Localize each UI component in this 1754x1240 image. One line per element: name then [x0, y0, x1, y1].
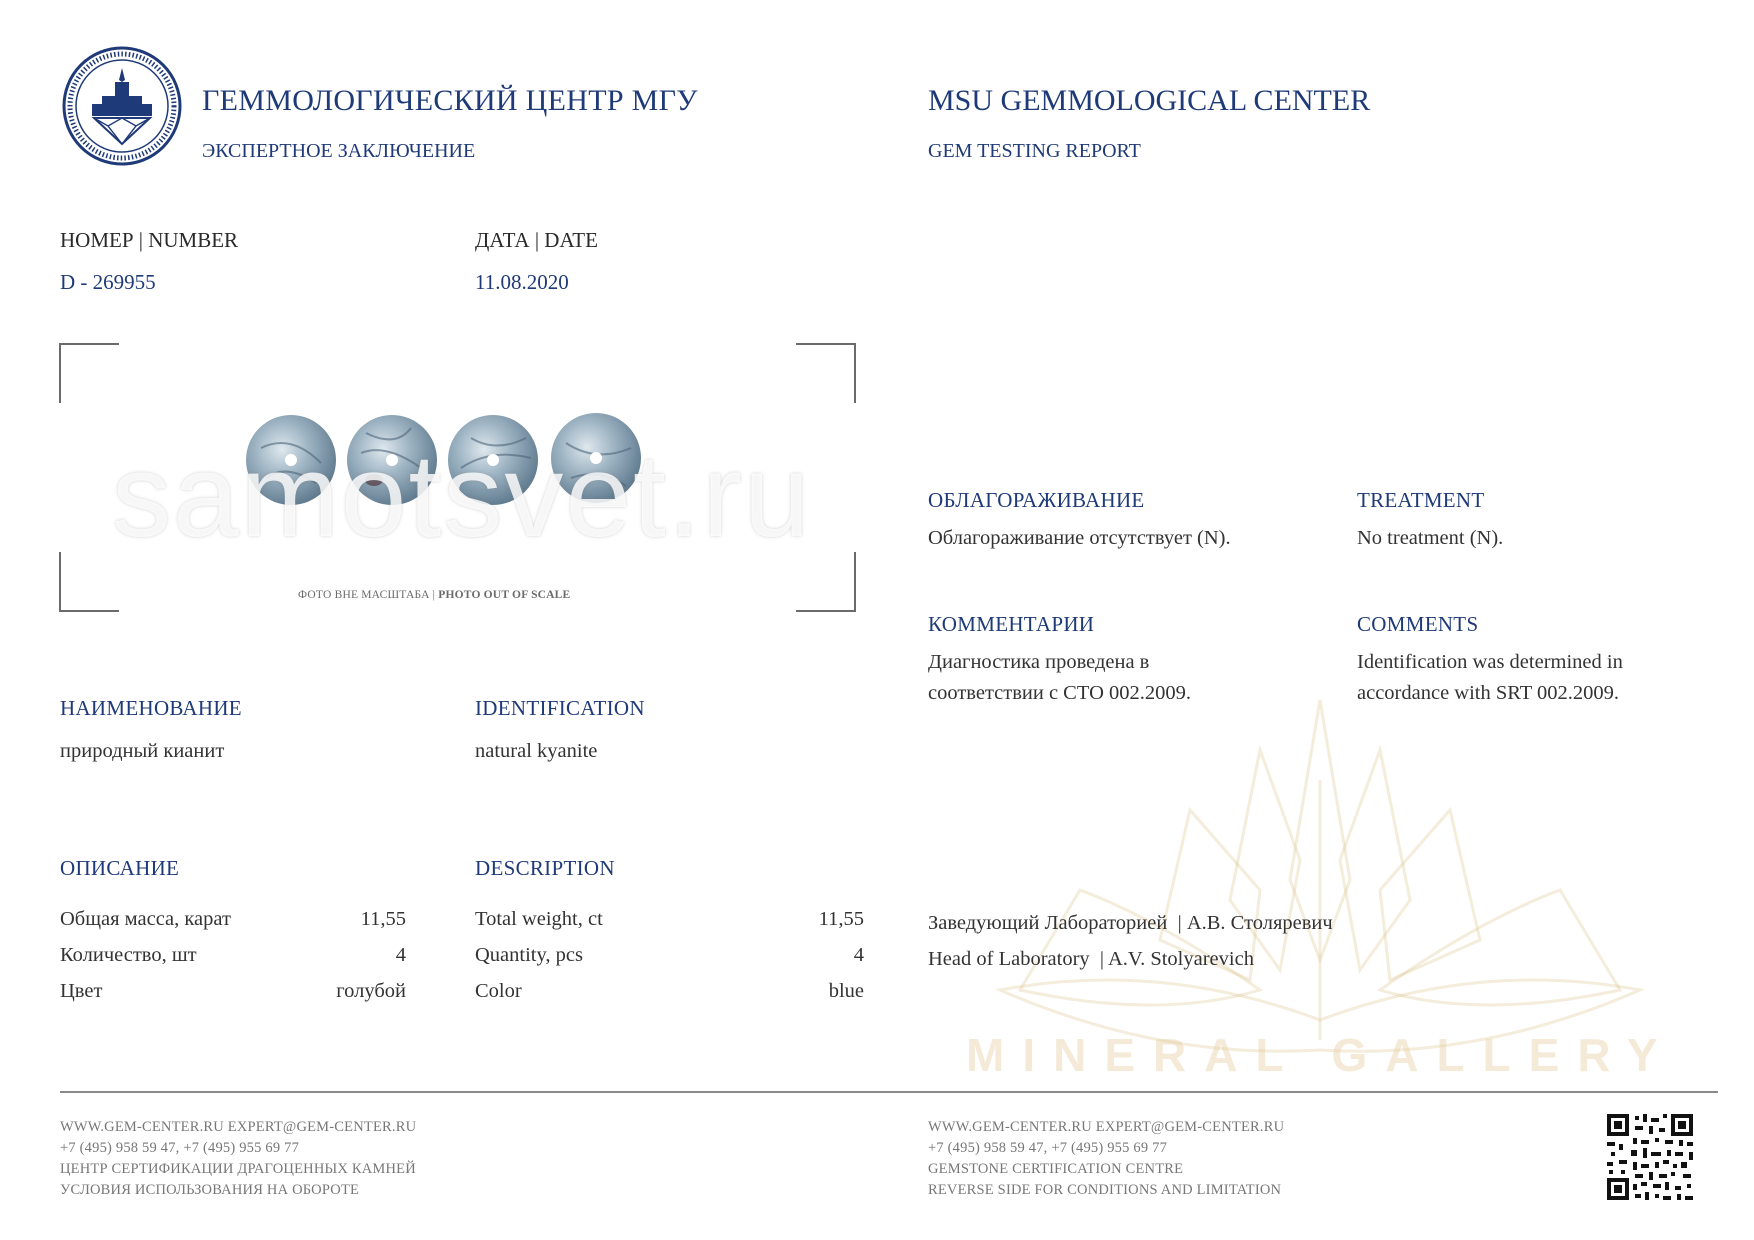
treatment-ru-label: ОБЛАГОРАЖИВАНИЕ: [928, 488, 1145, 512]
treatment-en-text: No treatment (N).: [1357, 527, 1504, 549]
footer-right-phones: +7 (495) 958 59 47, +7 (495) 955 69 77: [928, 1140, 1168, 1156]
number-label: НОМЕР | NUMBER: [60, 228, 239, 252]
identification-ru-value: природный кианит: [60, 740, 225, 762]
ru-weight-label: Общая масса, карат: [60, 908, 231, 930]
footer-left-center: ЦЕНТР СЕРТИФИКАЦИИ ДРАГОЦЕННЫХ КАМНЕЙ: [60, 1161, 416, 1177]
identification-en-label: IDENTIFICATION: [475, 696, 645, 720]
identification-en-value: natural kyanite: [475, 740, 598, 762]
photo-frame-corner-tr: [796, 343, 856, 403]
en-quantity-value: 4: [853, 944, 864, 966]
footer-left-terms: УСЛОВИЯ ИСПОЛЬЗОВАНИЯ НА ОБОРОТЕ: [60, 1182, 360, 1198]
description-ru-label: ОПИСАНИЕ: [60, 856, 180, 880]
comments-ru-label: КОММЕНТАРИИ: [928, 612, 1095, 636]
ru-color-label: Цвет: [60, 980, 103, 1002]
ru-subtitle: ЭКСПЕРТНОЕ ЗАКЛЮЧЕНИЕ: [202, 140, 476, 162]
footer-divider: [60, 1091, 1718, 1093]
ru-weight-value: 11,55: [360, 908, 406, 930]
treatment-en-label: TREATMENT: [1357, 488, 1485, 512]
ru-color-value: голубой: [336, 980, 406, 1002]
identification-ru-label: НАИМЕНОВАНИЕ: [60, 696, 242, 720]
footer-right-center: GEMSTONE CERTIFICATION CENTRE: [928, 1161, 1184, 1177]
en-quantity-label: Quantity, pcs: [475, 944, 583, 966]
en-weight-label: Total weight, ct: [475, 908, 603, 930]
en-title: MSU GEMMOLOGICAL CENTER: [928, 84, 1371, 117]
ru-title: ГЕММОЛОГИЧЕСКИЙ ЦЕНТР МГУ: [202, 84, 698, 117]
signature-ru: Заведующий Лабораторией | А.В. Столяревич: [928, 912, 1333, 934]
en-subtitle: GEM TESTING REPORT: [928, 140, 1141, 162]
mineral-gallery-watermark: MINERAL GALLERY: [966, 1029, 1676, 1081]
report-number: D - 269955: [60, 270, 156, 294]
en-color-value: blue: [828, 980, 864, 1002]
report-date: 11.08.2020: [475, 270, 569, 294]
footer-left-phones: +7 (495) 958 59 47, +7 (495) 955 69 77: [60, 1140, 300, 1156]
qr-code[interactable]: [1605, 1112, 1695, 1202]
treatment-ru-text: Облагораживание отсутствует (N).: [928, 527, 1231, 549]
comments-ru-text: Диагностика проведена в соответствии с СТО 002.2009.: [928, 651, 1192, 704]
footer-right-terms: REVERSE SIDE FOR CONDITIONS AND LIMITATION: [928, 1182, 1282, 1198]
description-en-label: DESCRIPTION: [475, 856, 615, 880]
photo-frame-corner-tl: [59, 343, 119, 403]
en-color-label: Color: [475, 980, 522, 1002]
msu-seal-logo: [62, 46, 182, 166]
footer-left-contacts: WWW.GEM-CENTER.RU EXPERT@GEM-CENTER.RU: [60, 1119, 417, 1135]
photo-caption: [298, 589, 570, 601]
signature-en: Head of Laboratory | A.V. Stolyarevich: [928, 948, 1254, 970]
footer-right-contacts: WWW.GEM-CENTER.RU EXPERT@GEM-CENTER.RU: [928, 1119, 1285, 1135]
photo-caption-en: PHOTO OUT OF SCALE: [438, 589, 571, 601]
ru-quantity-label: Количество, шт: [60, 944, 197, 966]
comments-en-label: COMMENTS: [1357, 612, 1479, 636]
date-label: ДАТА | DATE: [475, 228, 598, 252]
comments-en-text: Identification was determined in accordance with SRT 002.2009.: [1357, 651, 1623, 704]
ru-quantity-value: 4: [395, 944, 406, 966]
photo-caption-ru: ФОТО ВНЕ МАСШТАБА |: [298, 589, 436, 601]
photo-frame-corner-bl: [59, 552, 119, 612]
samotsvet-watermark: samotsvet.ru: [112, 430, 812, 562]
en-weight-value: 11,55: [818, 908, 864, 930]
